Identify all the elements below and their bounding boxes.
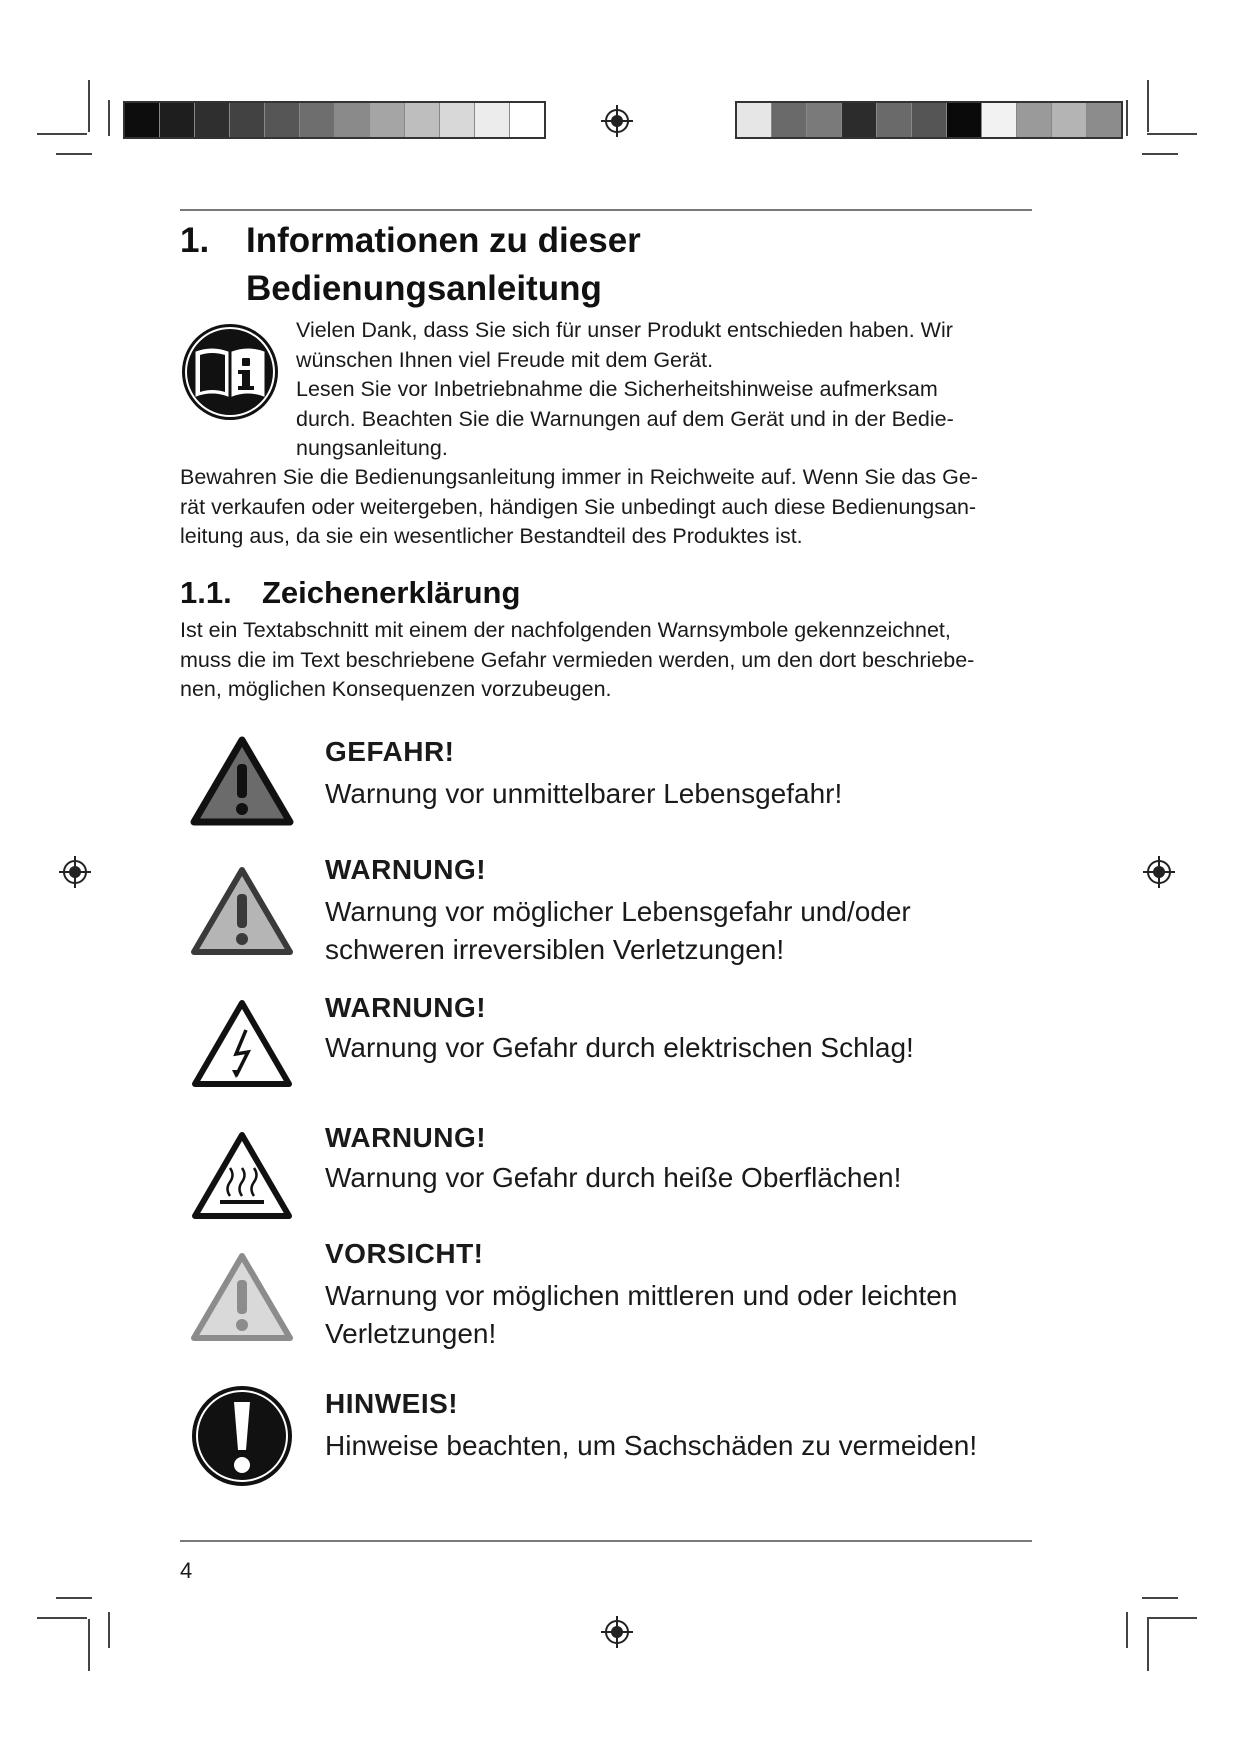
section-title-line2: Bedienungsanleitung <box>246 269 602 308</box>
color-swatch <box>230 103 265 137</box>
sign-row-danger <box>180 736 1040 836</box>
color-bar-left <box>123 101 546 139</box>
crop-mark <box>108 100 110 136</box>
crop-mark <box>1147 1619 1149 1671</box>
sign-title: GEFAHR! <box>325 736 455 767</box>
color-swatch <box>510 103 544 137</box>
crop-mark <box>1147 133 1197 135</box>
danger-warning-triangle-icon <box>190 736 294 828</box>
color-swatch <box>195 103 230 137</box>
sign-description <box>325 1427 1045 1465</box>
top-rule <box>180 209 1032 211</box>
paragraph-line: nen, möglichen Konsequenzen vorzubeugen. <box>180 677 612 701</box>
color-swatch <box>772 103 807 137</box>
color-swatch <box>440 103 475 137</box>
color-swatch <box>475 103 510 137</box>
sign-description-line: Hinweise beachten, um Sachschäden zu vermeiden! <box>325 1430 978 1461</box>
sign-description <box>325 893 1045 969</box>
crop-mark <box>108 1612 110 1648</box>
paragraph-line: muss die im Text beschriebene Gefahr vermieden werden, um den dort beschriebe- <box>180 647 975 672</box>
sign-description-line: Warnung vor Gefahr durch heiße Oberflächen! <box>325 1162 902 1193</box>
color-swatch <box>335 103 370 137</box>
crop-mark <box>88 1619 90 1671</box>
sign-description-line: schweren irreversiblen Verletzungen! <box>325 934 785 965</box>
color-swatch <box>982 103 1017 137</box>
section-title-line1: Informationen zu dieser <box>246 221 641 260</box>
color-swatch <box>370 103 405 137</box>
hot-surface-icon <box>190 1130 294 1222</box>
paragraph-line: rät verkaufen oder weitergeben, händigen Sie unbedingt auch diese Bedienungsan- <box>180 494 977 519</box>
sign-title: VORSICHT! <box>325 1238 484 1269</box>
subsection-number: 1.1. <box>180 575 232 610</box>
sign-description <box>325 1277 1045 1353</box>
electric-shock-icon <box>190 998 294 1090</box>
warning-triangle-icon <box>190 866 294 958</box>
paragraph-line: Bewahren Sie die Bedienungsanleitung immer in Reichweite auf. Wenn Sie das Ge- <box>180 465 978 489</box>
crop-mark <box>88 80 90 132</box>
sign-title: WARNUNG! <box>325 854 487 885</box>
sign-description <box>325 1029 1045 1067</box>
paragraph-warning-symbols <box>180 616 1040 705</box>
crop-mark <box>1126 100 1128 136</box>
paragraph-keep-manual <box>180 463 1040 552</box>
paragraph-line: leitung aus, da sie ein wesentlicher Bestandteil des Produktes ist. <box>180 524 803 548</box>
sign-row-warning <box>180 854 1040 968</box>
sign-description-line: Warnung vor unmittelbarer Lebensgefahr! <box>325 778 843 809</box>
color-swatch <box>842 103 877 137</box>
sign-description-line: Warnung vor möglicher Lebensgefahr und/oder <box>325 896 911 927</box>
subsection-heading <box>180 573 520 613</box>
sign-description <box>325 1159 1045 1197</box>
intro-line: durch. Beachten Sie die Warnungen auf dem Gerät und in der Bedie- <box>296 406 954 431</box>
crop-mark <box>56 153 92 155</box>
intro-line: Vielen Dank, dass Sie sich für unser Produkt entschieden haben. Wir <box>296 318 953 342</box>
intro-text <box>296 316 1036 464</box>
crop-mark <box>1147 80 1149 132</box>
color-swatch <box>877 103 912 137</box>
registration-mark-icon <box>1143 856 1175 888</box>
caution-triangle-icon <box>190 1252 294 1344</box>
crop-mark <box>1126 1612 1128 1648</box>
bottom-rule <box>180 1540 1032 1542</box>
crop-mark <box>1142 1597 1178 1599</box>
sign-description <box>325 775 1045 813</box>
color-swatch <box>300 103 335 137</box>
section-heading <box>180 217 641 313</box>
paragraph-line: Ist ein Textabschnitt mit einem der nachfolgenden Warnsymbole gekennzeichnet, <box>180 618 951 642</box>
color-swatch <box>160 103 195 137</box>
sign-title: WARNUNG! <box>325 1122 487 1153</box>
color-bar-right <box>735 101 1123 139</box>
sign-description-line: Warnung vor möglichen mittleren und oder leichten <box>325 1280 958 1311</box>
registration-mark-icon <box>59 856 91 888</box>
sign-row-electric <box>180 994 1040 1094</box>
color-swatch <box>405 103 440 137</box>
registration-mark-icon <box>601 1616 633 1648</box>
intro-line: Lesen Sie vor Inbetriebnahme die Sicherheitshinweise aufmerksam <box>296 377 938 401</box>
color-swatch <box>1087 103 1121 137</box>
subsection-title: Zeichenerklärung <box>262 575 521 610</box>
color-swatch <box>737 103 772 137</box>
crop-mark <box>1142 153 1178 155</box>
color-swatch <box>125 103 160 137</box>
crop-mark <box>37 1617 87 1619</box>
crop-mark <box>1147 1617 1197 1619</box>
sign-row-notice <box>180 1384 1040 1494</box>
registration-mark-icon <box>601 105 633 137</box>
sign-title: WARNUNG! <box>325 992 487 1023</box>
page-number: 4 <box>180 1558 193 1583</box>
sign-row-caution <box>180 1236 1040 1349</box>
sign-description-line: Warnung vor Gefahr durch elektrischen Schlag! <box>325 1032 914 1063</box>
section-number: 1. <box>180 221 210 260</box>
crop-mark <box>56 1597 92 1599</box>
color-swatch <box>265 103 300 137</box>
color-swatch <box>1052 103 1087 137</box>
sign-title: HINWEIS! <box>325 1388 459 1419</box>
sign-row-hot-surface <box>180 1124 1040 1224</box>
crop-mark <box>37 133 87 135</box>
intro-line: wünschen Ihnen viel Freude mit dem Gerät. <box>296 347 714 372</box>
notice-exclamation-icon <box>190 1384 294 1488</box>
sign-description-line: Verletzungen! <box>325 1318 497 1349</box>
color-swatch <box>807 103 842 137</box>
color-swatch <box>912 103 947 137</box>
manual-info-icon <box>180 322 280 422</box>
color-swatch <box>947 103 982 137</box>
intro-line: nungsanleitung. <box>296 436 448 460</box>
color-swatch <box>1017 103 1052 137</box>
